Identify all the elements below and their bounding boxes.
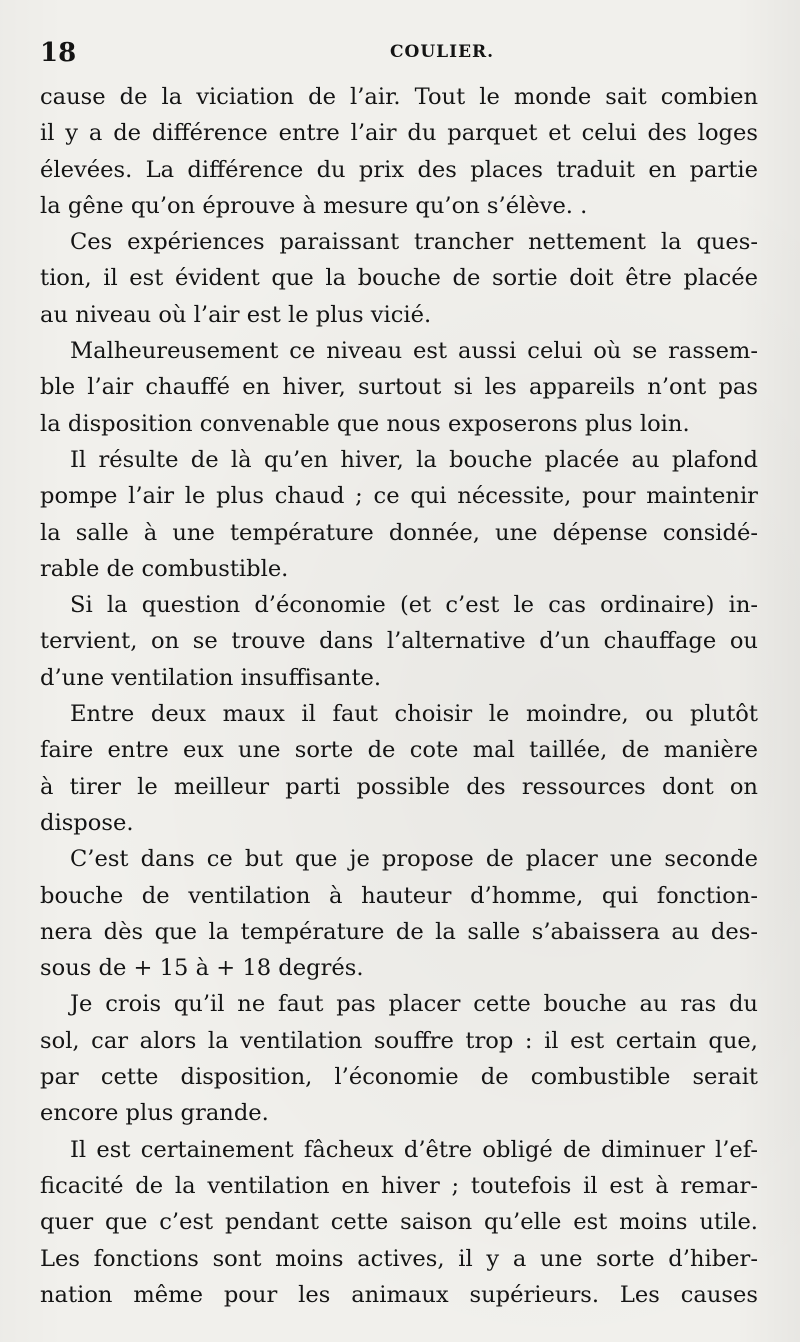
text-line: élevées. La différence du prix des places traduit en partie <box>40 156 758 183</box>
text-line: Entre deux maux il faut choisir le moindre, ou plutôt <box>70 701 758 728</box>
body-text <box>40 79 758 1313</box>
text-line: sous de + 15 à + 18 degrés. <box>40 955 364 982</box>
text-line: la disposition convenable que nous exposerons plus loin. <box>40 410 690 437</box>
text-line: la gêne qu’on éprouve à mesure qu’on s’élève. . <box>40 192 588 219</box>
text-line: bouche de ventilation à hauteur d’homme, qui fonction- <box>40 882 758 909</box>
text-line: cause de la viciation de l’air. Tout le monde sait combien <box>40 84 758 110</box>
running-head: COULIER. <box>390 42 495 62</box>
text-line: au niveau où l’air est le plus vicié. <box>40 301 432 328</box>
text-line: rable de combustible. <box>40 555 289 582</box>
text-line: à tirer le meilleur parti possible des ressources dont on <box>40 773 758 800</box>
text-line: nera dès que la température de la salle s’abaissera au des- <box>40 918 758 945</box>
text-line: Il résulte de là qu’en hiver, la bouche placée au plafond <box>70 446 758 473</box>
text-line: Malheureusement ce niveau est aussi celui où se rassem- <box>70 338 758 365</box>
page-number: 18 <box>40 38 77 68</box>
text-line: nation même pour les animaux supérieurs. Les causes <box>40 1281 758 1308</box>
text-line: il y a de différence entre l’air du parquet et celui des loges <box>40 120 758 147</box>
text-line: ficacité de la ventilation en hiver ; toutefois il est à remar- <box>40 1172 758 1199</box>
text-line: Je crois qu’il ne faut pas placer cette bouche au ras du <box>70 991 758 1018</box>
text-line: d’une ventilation insuffisante. <box>40 664 382 691</box>
page-header <box>40 38 760 68</box>
text-line: Si la question d’économie (et c’est le cas ordinaire) in- <box>70 592 758 619</box>
text-line: Il est certainement fâcheux d’être obligé de diminuer l’ef- <box>70 1136 758 1163</box>
text-line: Ces expériences paraissant trancher nettement la ques- <box>70 229 758 256</box>
text-line: tervient, on se trouve dans l’alternative d’un chauffage ou <box>40 628 758 655</box>
text-line: quer que c’est pendant cette saison qu’elle est moins utile. <box>40 1209 758 1236</box>
text-line: sol, car alors la ventilation souffre trop : il est certain que, <box>40 1027 758 1054</box>
text-line: dispose. <box>40 809 134 836</box>
text-line: pompe l’air le plus chaud ; ce qui nécessite, pour maintenir <box>40 483 758 510</box>
text-line: encore plus grande. <box>40 1100 269 1127</box>
text-line: par cette disposition, l’économie de combustible serait <box>40 1064 758 1091</box>
text-line: C’est dans ce but que je propose de placer une seconde <box>70 846 758 873</box>
text-line: tion, il est évident que la bouche de sortie doit être placée <box>40 265 758 292</box>
text-line: ble l’air chauffé en hiver, surtout si les appareils n’ont pas <box>40 374 758 401</box>
text-line: Les fonctions sont moins actives, il y a une sorte d’hiber- <box>40 1245 758 1272</box>
text-line: faire entre eux une sorte de cote mal taillée, de manière <box>40 737 758 764</box>
text-line: la salle à une température donnée, une dépense considé- <box>40 519 758 546</box>
